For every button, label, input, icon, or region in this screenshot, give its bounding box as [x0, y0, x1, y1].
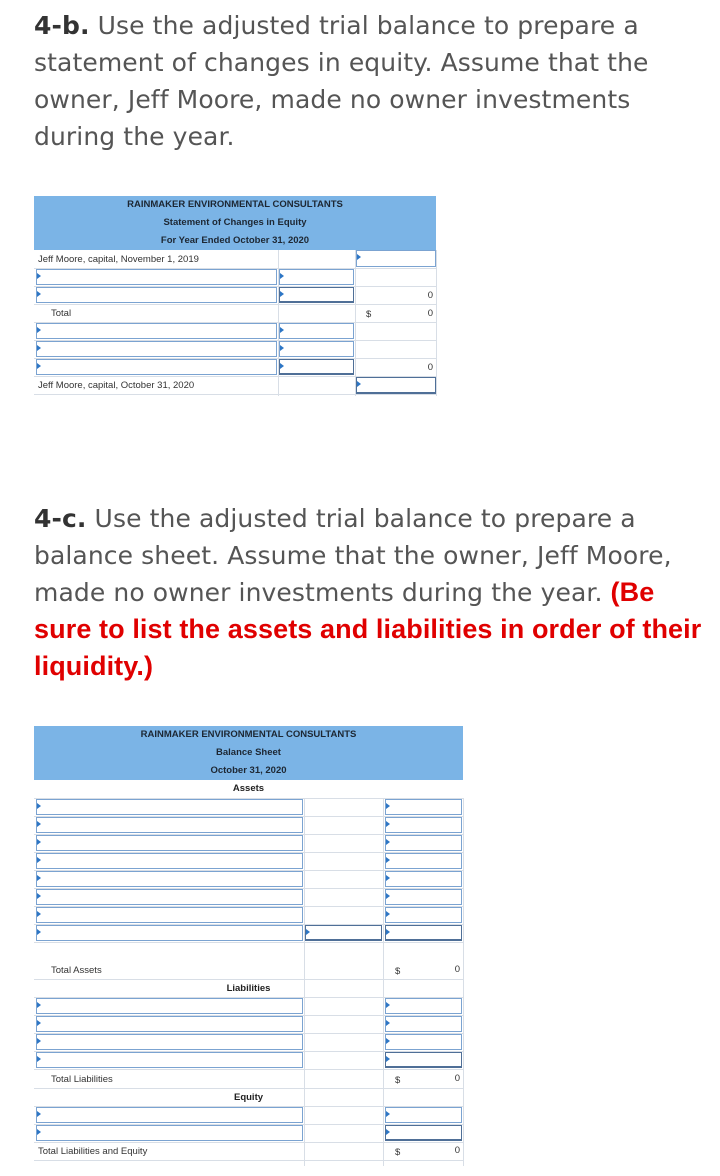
question-4c-text: Use the adjusted trial balance to prepare a balance sheet. Assume that the owner, Jeff Moore, made no owner investments during the year. — [34, 504, 672, 607]
bs-liabilities-heading: Liabilities — [226, 983, 271, 994]
bs-asset-row-6-amount-input[interactable] — [385, 889, 462, 905]
bs-statement-title: Balance Sheet — [216, 747, 281, 758]
soe-addition-1-label-input[interactable] — [36, 269, 277, 285]
bs-equity-row-2-amount-input[interactable] — [385, 1125, 462, 1141]
soe-opening-capital-label: Jeff Moore, capital, November 1, 2019 — [38, 254, 199, 265]
soe-total-label: Total — [51, 308, 72, 319]
bs-liability-row-3-label-input[interactable] — [36, 1034, 303, 1050]
bs-asset-row-3-label-input[interactable] — [36, 835, 303, 851]
bs-liability-row-1-label-input[interactable] — [36, 998, 303, 1014]
bs-header — [34, 726, 463, 780]
bs-asset-row-2-label-input[interactable] — [36, 817, 303, 833]
bs-assets-heading: Assets — [232, 783, 265, 794]
bs-asset-row-8-net-input[interactable] — [385, 925, 462, 941]
soe-statement-title: Statement of Changes in Equity — [163, 217, 307, 228]
soe-total-currency: $ — [366, 309, 372, 320]
soe-deduction-2-label-input[interactable] — [36, 341, 277, 357]
bs-total-liabilities-value: 0 — [454, 1073, 460, 1084]
question-4b — [34, 7, 714, 155]
soe-company-name: RAINMAKER ENVIRONMENTAL CONSULTANTS — [127, 199, 343, 210]
bs-total-assets-currency: $ — [395, 966, 401, 977]
bs-total-le-currency: $ — [395, 1147, 401, 1158]
bs-asset-row-7-label-input[interactable] — [36, 907, 303, 923]
bs-asset-row-8-label-input[interactable] — [36, 925, 303, 941]
bs-asset-row-5-label-input[interactable] — [36, 871, 303, 887]
bs-asset-row-8-amount-input[interactable] — [305, 925, 382, 941]
bs-total-liabilities-label: Total Liabilities — [51, 1074, 113, 1085]
bs-equity-row-1-label-input[interactable] — [36, 1107, 303, 1123]
bs-date: October 31, 2020 — [210, 765, 287, 776]
bs-asset-row-3-amount-input[interactable] — [385, 835, 462, 851]
soe-total-value: 0 — [427, 308, 433, 319]
soe-deduction-2-amount-input[interactable] — [279, 341, 354, 357]
bs-total-assets-value: 0 — [454, 964, 460, 975]
soe-deduction-1-label-input[interactable] — [36, 323, 277, 339]
question-4c-number: 4-c. — [34, 504, 87, 533]
soe-additions-subtotal: 0 — [427, 290, 433, 301]
bs-liability-row-4-amount-input[interactable] — [385, 1052, 462, 1068]
bs-total-assets-label: Total Assets — [51, 965, 102, 976]
bs-asset-row-1-label-input[interactable] — [36, 799, 303, 815]
bs-equity-row-1-amount-input[interactable] — [385, 1107, 462, 1123]
bs-equity-row-2-label-input[interactable] — [36, 1125, 303, 1141]
bs-liability-row-2-amount-input[interactable] — [385, 1016, 462, 1032]
soe-addition-2-label-input[interactable] — [36, 287, 277, 303]
bs-company-name: RAINMAKER ENVIRONMENTAL CONSULTANTS — [140, 729, 357, 740]
bs-liability-row-2-label-input[interactable] — [36, 1016, 303, 1032]
question-4b-text: Use the adjusted trial balance to prepare a statement of changes in equity. Assume that the owner, Jeff Moore, made no owner investments during the year. — [34, 11, 649, 151]
bs-total-le-value: 0 — [454, 1145, 460, 1156]
soe-deduction-3-amount-input[interactable] — [279, 359, 354, 375]
bs-liability-row-1-amount-input[interactable] — [385, 998, 462, 1014]
bs-asset-row-4-label-input[interactable] — [36, 853, 303, 869]
soe-addition-1-amount-input[interactable] — [279, 269, 354, 285]
soe-header — [34, 196, 436, 250]
bs-equity-heading: Equity — [233, 1092, 264, 1103]
bs-total-liabilities-currency: $ — [395, 1075, 401, 1086]
bs-total-liabilities-equity-label: Total Liabilities and Equity — [38, 1146, 148, 1157]
bs-asset-row-4-amount-input[interactable] — [385, 853, 462, 869]
bs-asset-row-6-label-input[interactable] — [36, 889, 303, 905]
balance-sheet — [34, 726, 464, 1166]
bs-liability-row-3-amount-input[interactable] — [385, 1034, 462, 1050]
bs-asset-row-7-amount-input[interactable] — [385, 907, 462, 923]
question-4c — [34, 500, 714, 685]
soe-period: For Year Ended October 31, 2020 — [160, 235, 310, 246]
soe-deductions-subtotal: 0 — [427, 362, 433, 373]
soe-addition-2-amount-input[interactable] — [279, 287, 354, 303]
bs-asset-row-2-amount-input[interactable] — [385, 817, 462, 833]
soe-closing-capital-input[interactable] — [356, 377, 436, 394]
soe-deduction-1-amount-input[interactable] — [279, 323, 354, 339]
question-4b-number: 4-b. — [34, 11, 90, 40]
bs-liability-row-4-label-input[interactable] — [36, 1052, 303, 1068]
question-4c-instruction: (Be sure to list the assets and liabilities in order of their liquidity.) — [34, 577, 702, 681]
statement-of-changes-in-equity — [34, 196, 438, 396]
soe-deduction-3-label-input[interactable] — [36, 359, 277, 375]
bs-asset-row-5-amount-input[interactable] — [385, 871, 462, 887]
soe-opening-capital-input[interactable] — [356, 250, 436, 267]
bs-asset-row-1-amount-input[interactable] — [385, 799, 462, 815]
soe-closing-capital-label: Jeff Moore, capital, October 31, 2020 — [38, 380, 195, 391]
